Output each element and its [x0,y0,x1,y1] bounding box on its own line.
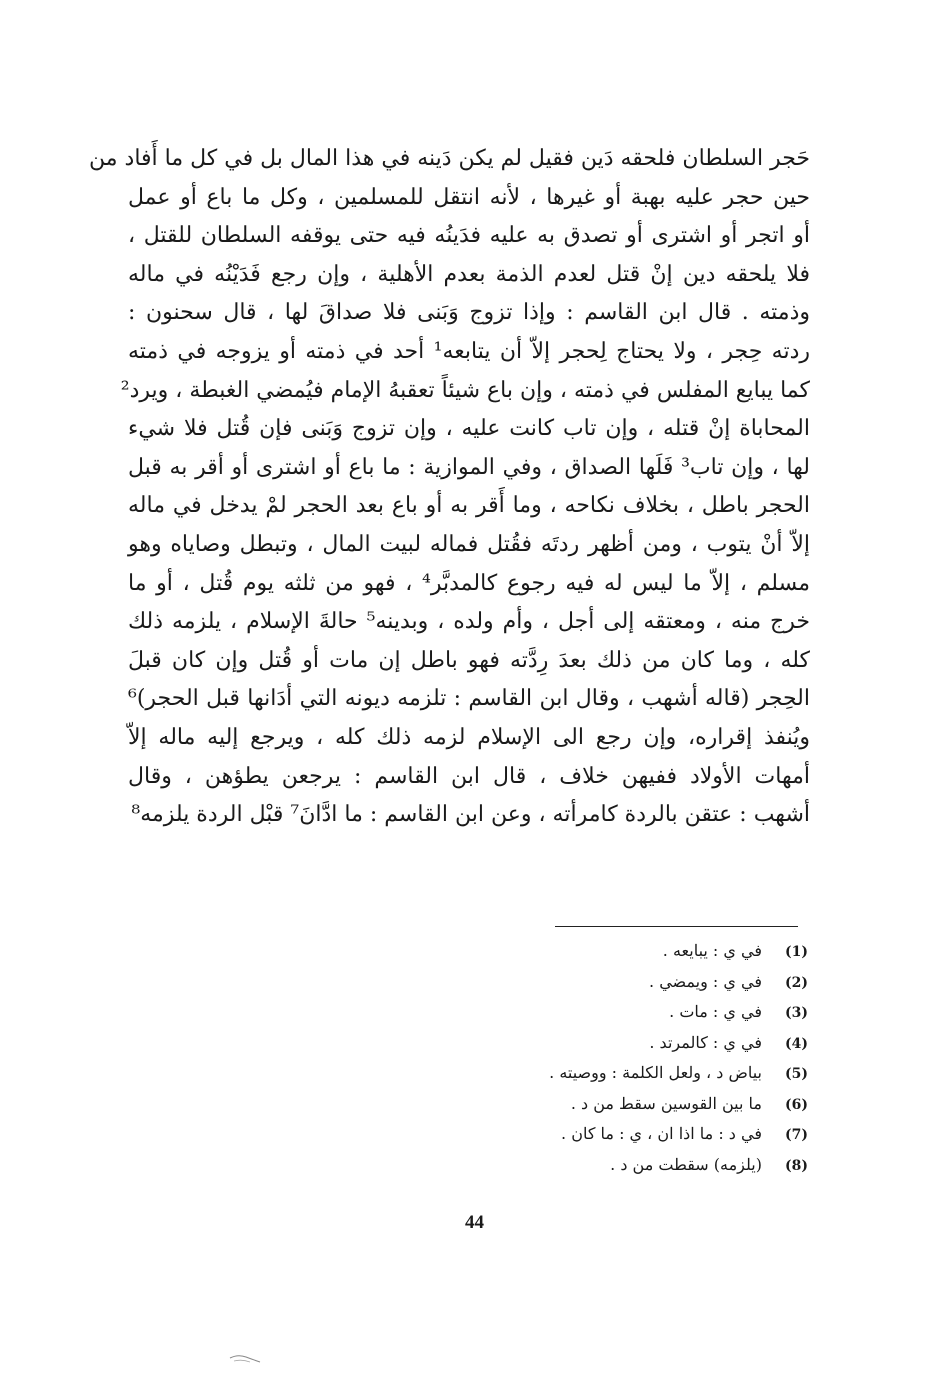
footnote-item [440,997,808,1028]
text-line: ردته حِجر ، ولا يحتاج لِحجر إلاّ أن يتابعه¹ أحد في ذمته أو يزوجه في ذمته [128,338,811,364]
scan-artifact [228,1352,262,1368]
footnote-text: في د : ما اذا ان ، ي : ما كان . [561,1124,762,1143]
text-line: خرج منه ، ومعتقه إلى أجل ، وأم ولده ، وبدينه⁵ حالةَ الإسلام ، يلزمه ذلك [128,609,810,635]
text-line: إلاّ أنْ يتوب ، ومن أظهر ردتَه فقُتل فماله لبيت المال ، وتبطل وصاياه وهو [128,531,810,557]
text-line: أو اتجر أو اشترى أو تصدق به عليه فدَينُه فيه حتى يوقفه السلطان للقتل ، [128,223,810,249]
text-line: كما يبايع المفلس في ذمته ، وإن باع شيئاً تعقبهُ الإمام فيُمضي الغبطة ، ويرد² [120,377,810,403]
footnote-text: في ي : مات . [669,1002,762,1021]
footnote-number: (3) [785,1005,808,1021]
text-line: حين حجر عليه بهبة أو غيرها ، لأنه انتقل للمسلمين ، وكل ما باع أو عمل [128,184,810,210]
text-line: الحجر باطل ، بخلاف نكاحه ، وما أَقر به أو باع بعد الحجر لمْ يدخل في ماله [128,493,810,519]
footnote-item [440,1150,808,1181]
text-line: ويُنفذ إقراره، وإن رجع الى الإسلام لزمه ذلك كله ، ويرجع إليه ماله إلاّ [128,724,810,750]
text-line: أشهب : عتقن بالردة كامرأته ، وعن ابن القاسم : ما ادَّانَ⁷ قبْل الردة يلزمه⁸ [131,802,810,828]
footnote-separator [555,926,798,927]
page-number: 44 [465,1212,484,1233]
footnote-text: بياض د ، ولعل الكلمة : ووصيته . [549,1063,762,1082]
footnote-number: (7) [785,1127,808,1143]
footnote-item [440,1119,808,1150]
footnote-text: (يلزمه) سقطت من د . [610,1154,762,1174]
footnote-text: في ي : ويمضي . [649,971,762,991]
text-line: الحِجر (قاله أشهب ، وقال ابن القاسم : تلزمه ديونه التي أدَانها قبل الحجر)⁶ [128,686,810,712]
text-line: فلا يلحقه دين إنْ قتل لعدم الذمة بعدم الأهلية ، وإن رجع فَدَيْنُه في ماله [128,261,810,287]
footnote-item [440,1028,808,1059]
footnote-text: في ي : كالمرتد . [649,1032,762,1052]
footnote-number: (2) [785,974,808,991]
text-line: كله ، وما كان من ذلك بعدَ رِدَّته فهو باطل إن مات أو قُتل وإن كان قبلَ [128,647,810,673]
text-line: أمهات الأولاد ففيهن خلاف ، قال ابن القاسم : يرجعن يطؤهن ، وقال [128,763,810,789]
footnote-item [440,936,808,967]
footnote-number: (4) [785,1035,808,1052]
text-line: المحاباة إنْ قتله ، وإن تاب كانت عليه ، وإن تزوج وَبَنى فإن قُتل فلا شيء [128,416,810,442]
footnote-number: (6) [785,1096,808,1113]
footnotes-block [440,936,808,1180]
text-line: لها ، وإن تاب³ فَلَها الصداق ، وفي الموازية : ما باع أو اشترى أو أقر به قبل [128,454,810,480]
footnote-item [440,967,808,998]
footnote-number: (1) [785,944,808,960]
text-line: حَجر السلطان فلحقه دَين فقيل لم يكن دَينه في هذا المال بل في كل ما أَفاد من [89,146,810,171]
footnote-item [440,1058,808,1089]
footnote-number: (8) [785,1157,808,1174]
text-line: وذمته . قال ابن القاسم : وإذا تزوج وَبَنى فلا صداقَ لها ، قال سحنون : [128,300,810,326]
text-line: مسلم ، إلاّ ما ليس له فيه رجوع كالمدبَّر⁴ ، فهو من ثلثه يوم قُتل ، أو ما [128,570,810,596]
footnote-number: (5) [785,1066,808,1082]
footnote-text: ما بين القوسين سقط من د . [570,1093,762,1113]
footnote-item [440,1089,808,1120]
footnote-text: في ي : يبايعه . [662,941,762,960]
main-text-block [89,140,811,835]
